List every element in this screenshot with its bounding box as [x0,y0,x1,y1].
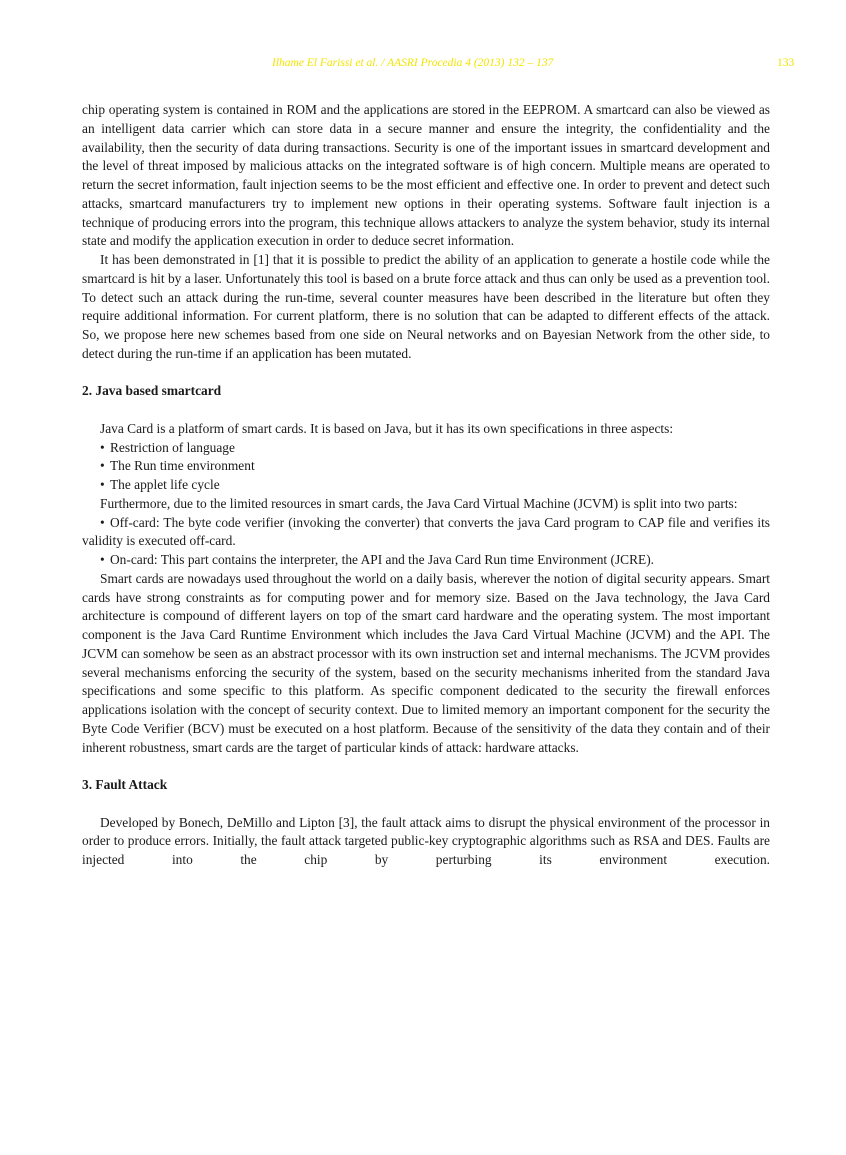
paragraph-laser-attack: It has been demonstrated in [1] that it is possible to predict the ability of an application to generate a hostile code while the smartcard is hit by a laser. Unfortunately this tool is based on a brute force attack and thus can only be used as a prevention tool. To detect such an attack during the run-time, several counter measures have been described in the literature but often they require additional information. For current platform, there is no solution that can be adapted to different effects of the attack. So, we propose here new schemes based from one side on Neural networks and on Bayesian Network from the other side, to detect during the run-time if an application has been mutated. [82,252,770,361]
paragraph-javacard-intro: Java Card is a platform of smart cards. It is based on Java, but it has its own specifications in three aspects: [100,420,674,436]
list-item-aspect [82,457,770,476]
list-item-text: Restriction of language [110,439,235,455]
bullet-icon: • [100,477,105,492]
section-heading-java-smartcard: 2. Java based smartcard [82,383,222,399]
running-title: Ilhame El Farissi et al. / AASRI Procedia 4 (2013) 132 – 137 [272,57,554,69]
spacer [82,795,770,814]
running-header [0,57,846,73]
paragraph-jcvm-split: Furthermore, due to the limited resources in smart cards, the Java Card Virtual Machine (JCVM) is split into two parts: [100,495,738,511]
list-item-text: Off-card: The byte code verifier (invoking the converter) that converts the java Card program to CAP file and verifies its validity is executed off-card. [82,514,770,549]
list-item-text: On-card: This part contains the interpreter, the API and the Java Card Run time Environment (JCRE). [110,552,655,567]
bullet-icon: • [100,439,105,455]
list-item-aspect [82,439,770,458]
list-item-text: The Run time environment [110,458,255,474]
paragraph-intro-continued: chip operating system is contained in ROM and the applications are stored in the EEPROM. A smartcard can also be viewed as an intelligent data carrier which can store data in a secure manner and ensure the integrity, the confidentiality and the availability, then the security of data during transactions. Security is one of the important issues in smartcard development and the level of threat imposed by malicious attacks on the integrated software is of high concern. Multiple means are operated to return the secret information, fault injection seems to be the most efficient and effective one. In order to prevent and detect such attacks, smartcard manufacturers try to implement new options in their operating systems. Software fault injection is a technique of producing errors into the program, this technique allows attackers to analyze the system behavior, study its internal state and modify the application execution in order to deduce secret information. [82,102,770,249]
bullet-icon: • [100,514,105,530]
list-item-aspect [82,476,770,495]
article-body [82,101,770,870]
spacer [82,364,770,383]
spacer [82,757,770,776]
list-item-part [82,514,770,552]
list-item-part [82,551,770,570]
list-item-text: The applet life cycle [110,477,220,492]
spacer [82,401,770,420]
bullet-icon: • [100,458,105,474]
bullet-icon: • [100,552,105,567]
paragraph-smartcards-security: Smart cards are nowadays used throughout the world on a daily basis, wherever the notion of digital security appears. Smart cards have strong constraints as for computing power and for memory size. Based on the Java technology, the Java Card architecture is compound of different layers on top of the smart card hardware and the operating system. The most important component is the Java Card Runtime Environment which includes the Java Card Virtual Machine (JCVM) and the API. The JCVM can somehow be seen as an abstract processor with its own instruction set and internal mechanisms. The JCVM provides several mechanisms enforcing the security of the system, based on the security mechanisms inherited from the standard Java specifications and some specific to this platform. As specific component dedicated to the security the firewall enforces applications isolation with the concept of security context. Due to limited memory an important component for the security the Byte Code Verifier (BCV) must be executed on a host platform. Because of the sensitivity of the data they contain and of their inherent robustness, smart cards are the target of particular kinds of attack: hardware attacks. [82,570,770,755]
section-heading-fault-attack: 3. Fault Attack [82,777,168,792]
page-number: 133 [777,57,795,69]
paragraph-fault-attack: Developed by Bonech, DeMillo and Lipton [3], the fault attack aims to disrupt the physical environment of the processor in order to produce errors. Initially, the fault attack targeted public-key cryptographic algorithms such as RSA and DES. Faults are injected into the chip by perturbing its environment execution. [82,814,770,867]
